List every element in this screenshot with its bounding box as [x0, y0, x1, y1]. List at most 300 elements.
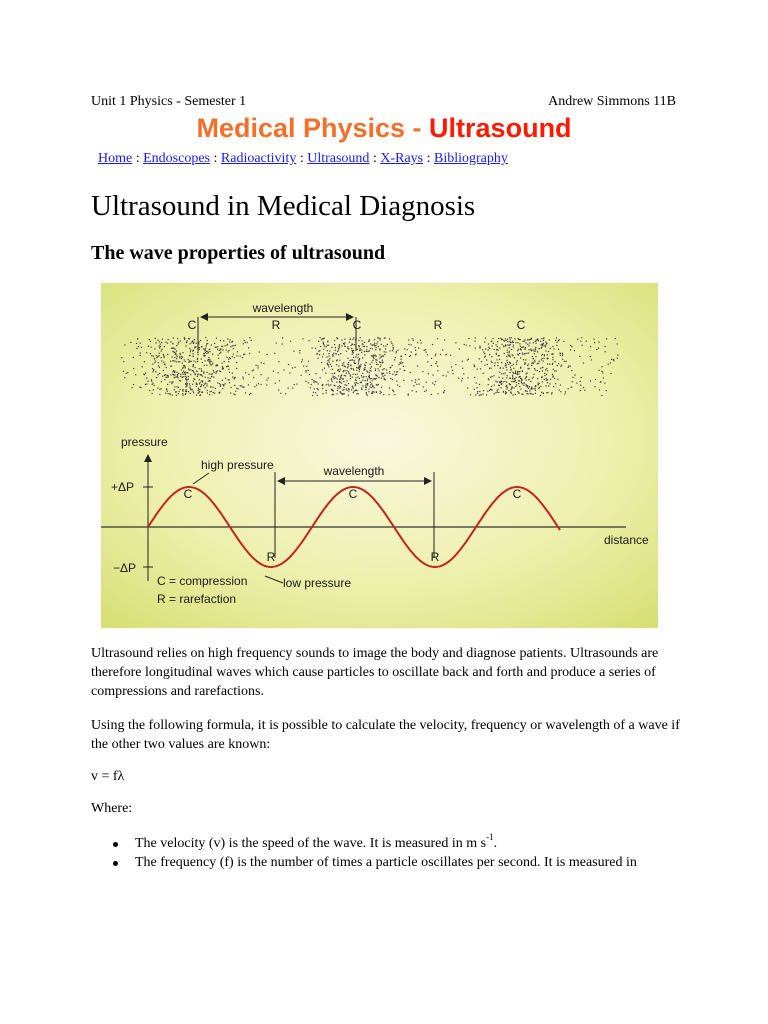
particle-dot [343, 370, 344, 371]
particle-dot [509, 341, 510, 342]
particle-dot [336, 382, 337, 383]
particle-dot [516, 384, 517, 385]
particle-dot [243, 387, 244, 388]
particle-dot [227, 338, 228, 339]
particle-dot [353, 388, 354, 389]
particle-dot [236, 362, 237, 363]
particle-dot [617, 343, 618, 344]
particle-dot [172, 381, 173, 382]
particle-dot [591, 359, 592, 360]
particle-dot [512, 354, 513, 355]
particle-dot [583, 387, 584, 388]
particle-dot [197, 376, 198, 377]
particle-dot [392, 350, 393, 351]
particle-dot [192, 370, 193, 371]
particle-dot [463, 373, 464, 374]
particle-dot [123, 371, 124, 372]
particle-dot [186, 389, 187, 390]
particle-dot [532, 378, 533, 379]
particle-dot [150, 341, 151, 342]
particle-dot [450, 355, 451, 356]
particle-dot [221, 363, 222, 364]
particle-dot [197, 351, 198, 352]
particle-dot [354, 363, 355, 364]
particle-dot [522, 347, 523, 348]
particle-dot [361, 382, 362, 383]
nav-link-home[interactable]: Home [98, 151, 133, 166]
particle-dot [510, 389, 511, 390]
particle-dot [213, 377, 214, 378]
particle-dot [518, 380, 519, 381]
particle-dot [520, 339, 521, 340]
particle-dot [156, 377, 157, 378]
particle-dot [469, 345, 470, 346]
particle-dot [133, 357, 134, 358]
particle-dot [335, 353, 336, 354]
particle-dot [282, 337, 283, 338]
particle-dot [153, 370, 154, 371]
particle-dot [574, 375, 575, 376]
site-title-accent: Ultrasound [429, 113, 572, 143]
particle-dot [355, 385, 356, 386]
particle-dot [163, 354, 164, 355]
particle-dot [605, 346, 606, 347]
particle-dot [354, 382, 355, 383]
particle-dot [416, 384, 417, 385]
particle-dot [223, 384, 224, 385]
particle-dot [477, 369, 478, 370]
particle-dot [362, 343, 363, 344]
particle-dot [392, 390, 393, 391]
low-pressure-label: low pressure [283, 576, 352, 590]
particle-dot [514, 378, 515, 379]
particle-dot [500, 382, 501, 383]
particle-dot [174, 377, 175, 378]
particle-dot [506, 382, 507, 383]
particle-dot [335, 347, 336, 348]
particle-dot [175, 349, 176, 350]
particle-dot [403, 366, 404, 367]
particle-dot [228, 369, 229, 370]
particle-dot [346, 385, 347, 386]
particle-dot [372, 392, 373, 393]
particle-dot [497, 341, 498, 342]
particle-dot [228, 366, 229, 367]
particle-dot [389, 350, 390, 351]
nav-link-endoscopes[interactable]: Endoscopes [143, 151, 210, 166]
particle-dot [366, 349, 367, 350]
particle-dot [308, 382, 309, 383]
particle-dot [535, 340, 536, 341]
particle-dot [138, 346, 139, 347]
particle-dot [517, 350, 518, 351]
particle-dot [415, 350, 416, 351]
particle-dot [413, 340, 414, 341]
particle-dot [396, 352, 397, 353]
particle-dot [523, 346, 524, 347]
particle-dot [278, 389, 279, 390]
particle-dot [247, 342, 248, 343]
particle-dot [371, 366, 372, 367]
particle-dot [437, 366, 438, 367]
particle-dot [362, 380, 363, 381]
particle-dot [186, 377, 187, 378]
particle-dot [219, 383, 220, 384]
particle-dot [487, 391, 488, 392]
particle-dot [152, 364, 153, 365]
particle-dot [364, 346, 365, 347]
particle-dot [427, 361, 428, 362]
particle-dot [342, 379, 343, 380]
particle-dot [527, 387, 528, 388]
particle-dot [207, 390, 208, 391]
particle-dot [380, 391, 381, 392]
particle-dot [232, 356, 233, 357]
particle-dot [543, 361, 544, 362]
particle-dot [196, 370, 197, 371]
particle-dot [348, 395, 349, 396]
minus-delta-p-label: −ΔP [113, 561, 137, 575]
particle-dot [480, 368, 481, 369]
particle-dot [426, 390, 427, 391]
particle-dot [332, 373, 333, 374]
particle-dot [186, 342, 187, 343]
particle-dot [142, 366, 143, 367]
particle-dot [336, 364, 337, 365]
particle-dot [161, 381, 162, 382]
particle-dot [232, 373, 233, 374]
particle-dot [360, 337, 361, 338]
particle-dot [327, 341, 328, 342]
particle-dot [523, 359, 524, 360]
particle-dot [405, 354, 406, 355]
nav-bar [98, 151, 508, 167]
particle-dot [545, 369, 546, 370]
particle-dot [498, 385, 499, 386]
particle-dot [157, 388, 158, 389]
particle-dot [528, 393, 529, 394]
particle-dot [141, 347, 142, 348]
particle-dot [498, 392, 499, 393]
particle-dot [522, 394, 523, 395]
particle-dot [182, 389, 183, 390]
particle-dot [192, 389, 193, 390]
particle-dot [602, 372, 603, 373]
particle-dot [193, 360, 194, 361]
particle-dot [501, 383, 502, 384]
particle-dot [340, 376, 341, 377]
particle-dot [408, 339, 409, 340]
particle-dot [213, 370, 214, 371]
particle-dot [347, 367, 348, 368]
particle-dot [205, 352, 206, 353]
particle-dot [518, 392, 519, 393]
particle-dot [166, 389, 167, 390]
particle-dot [195, 367, 196, 368]
particle-dot [230, 358, 231, 359]
particle-dot [345, 375, 346, 376]
particle-dot [222, 388, 223, 389]
particle-dot [334, 378, 335, 379]
particle-dot [422, 371, 423, 372]
particle-dot [347, 358, 348, 359]
particle-dot [590, 380, 591, 381]
particle-dot [315, 392, 316, 393]
particle-dot [197, 384, 198, 385]
particle-dot [151, 380, 152, 381]
particle-dot [552, 364, 553, 365]
particle-dot [381, 392, 382, 393]
particle-dot [352, 344, 353, 345]
particle-dot [184, 339, 185, 340]
particle-dot [352, 339, 353, 340]
particle-dot [278, 372, 279, 373]
particle-dot [123, 361, 124, 362]
particle-dot [560, 366, 561, 367]
particle-dot [213, 387, 214, 388]
particle-dot [176, 361, 177, 362]
particle-dot [532, 388, 533, 389]
particle-dot [292, 367, 293, 368]
particle-dot [190, 351, 191, 352]
particle-dot [202, 362, 203, 363]
particle-dot [222, 366, 223, 367]
particle-dot [426, 352, 427, 353]
particle-dot [353, 391, 354, 392]
particle-dot [290, 341, 291, 342]
particle-dot [328, 345, 329, 346]
particle-dot [550, 348, 551, 349]
particle-dot [242, 357, 243, 358]
particle-dot [203, 385, 204, 386]
particle-dot [427, 354, 428, 355]
particle-dot [316, 382, 317, 383]
particle-dot [216, 371, 217, 372]
particle-dot [580, 385, 581, 386]
particle-dot [334, 376, 335, 377]
particle-dot [197, 374, 198, 375]
particle-dot [556, 371, 557, 372]
particle-dot [189, 355, 190, 356]
particle-dot [373, 358, 374, 359]
particle-dot [196, 384, 197, 385]
particle-dot [155, 371, 156, 372]
particle-dot [613, 360, 614, 361]
particle-dot [146, 352, 147, 353]
particle-dot [355, 374, 356, 375]
particle-dot [346, 388, 347, 389]
particle-dot [503, 368, 504, 369]
particle-dot [268, 377, 269, 378]
particle-dot [516, 382, 517, 383]
particle-dot [435, 363, 436, 364]
particle-dot [274, 353, 275, 354]
particle-dot [383, 368, 384, 369]
particle-dot [350, 365, 351, 366]
particle-dot [572, 381, 573, 382]
particle-dot [395, 357, 396, 358]
legend-compression: C = compression [157, 574, 248, 588]
particle-dot [359, 378, 360, 379]
particle-dot [195, 361, 196, 362]
particle-dot [192, 384, 193, 385]
particle-dot [376, 347, 377, 348]
particle-dot [178, 342, 179, 343]
particle-dot [259, 351, 260, 352]
particle-dot [180, 376, 181, 377]
particle-dot [440, 354, 441, 355]
particle-dot [517, 374, 518, 375]
particle-dot [511, 393, 512, 394]
particle-dot [580, 341, 581, 342]
particle-dot [191, 361, 192, 362]
particle-dot [326, 356, 327, 357]
particle-dot [510, 372, 511, 373]
particle-dot [525, 390, 526, 391]
particle-dot [530, 388, 531, 389]
particle-dot [505, 363, 506, 364]
particle-dot [248, 347, 249, 348]
particle-dot [530, 393, 531, 394]
particle-dot [431, 394, 432, 395]
nav-link-bibliography[interactable]: Bibliography [434, 151, 508, 166]
particle-dot [535, 356, 536, 357]
particle-dot [491, 345, 492, 346]
particle-dot [489, 348, 490, 349]
particle-dot [547, 392, 548, 393]
particle-dot [219, 353, 220, 354]
nav-link-ultrasound[interactable]: Ultrasound [307, 151, 370, 166]
particle-dot [541, 347, 542, 348]
particle-dot [346, 373, 347, 374]
particle-dot [241, 385, 242, 386]
particle-dot [186, 386, 187, 387]
particle-dot [234, 357, 235, 358]
particle-dot [127, 372, 128, 373]
particle-dot [375, 349, 376, 350]
particle-dot [530, 339, 531, 340]
particle-dot [506, 388, 507, 389]
particle-dot [206, 365, 207, 366]
particle-dot [538, 384, 539, 385]
particle-dot [418, 347, 419, 348]
particle-dot [376, 356, 377, 357]
particle-dot [518, 383, 519, 384]
particle-dot [512, 375, 513, 376]
particle-dot [366, 371, 367, 372]
particle-dot [351, 389, 352, 390]
particle-dot [447, 372, 448, 373]
particle-dot [380, 338, 381, 339]
particle-dot [369, 377, 370, 378]
particle-dot [342, 365, 343, 366]
particle-dot [324, 346, 325, 347]
particle-dot [539, 387, 540, 388]
particle-dot [191, 342, 192, 343]
particle-dot [501, 373, 502, 374]
particle-dot [553, 375, 554, 376]
particle-dot [206, 353, 207, 354]
particle-dot [528, 339, 529, 340]
particle-dot [133, 384, 134, 385]
particle-dot [333, 390, 334, 391]
particle-dot [493, 375, 494, 376]
particle-dot [165, 393, 166, 394]
particle-dot [196, 386, 197, 387]
particle-dot [173, 337, 174, 338]
particle-dot [376, 364, 377, 365]
particle-dot [381, 344, 382, 345]
particle-dot [339, 385, 340, 386]
particle-dot [348, 364, 349, 365]
particle-dot [185, 367, 186, 368]
particle-dot [316, 354, 317, 355]
particle-dot [354, 360, 355, 361]
particle-dot [368, 376, 369, 377]
particle-dot [494, 393, 495, 394]
particle-dot [365, 389, 366, 390]
particle-dot [339, 371, 340, 372]
top-marker-c: C [187, 318, 197, 332]
particle-dot [186, 384, 187, 385]
particle-dot [178, 373, 179, 374]
particle-dot [398, 350, 399, 351]
particle-dot [156, 357, 157, 358]
particle-dot [508, 355, 509, 356]
intro-paragraph: Ultrasound relies on high frequency sounds to image the body and diagnose patients. Ultrasounds are therefore longitudinal waves which cause particles to oscillate back and forth and produce a series of compressions and rarefactions. [91, 646, 659, 699]
particle-dot [506, 360, 507, 361]
particle-dot [401, 361, 402, 362]
particle-dot [173, 374, 174, 375]
particle-dot [413, 385, 414, 386]
nav-link-radioactivity[interactable]: Radioactivity [220, 151, 297, 166]
particle-dot [306, 366, 307, 367]
particle-dot [185, 374, 186, 375]
particle-dot [188, 359, 189, 360]
particle-dot [380, 393, 381, 394]
particle-dot [150, 353, 151, 354]
particle-dot [541, 338, 542, 339]
particle-dot [249, 337, 250, 338]
nav-link-xrays[interactable]: X-Rays [380, 151, 424, 166]
particle-dot [533, 349, 534, 350]
particle-dot [528, 345, 529, 346]
particle-dot [327, 350, 328, 351]
particle-dot [354, 361, 355, 362]
particle-dot [208, 357, 209, 358]
particle-dot [279, 380, 280, 381]
particle-dot [570, 366, 571, 367]
particle-dot [534, 353, 535, 354]
particle-dot [382, 360, 383, 361]
particle-dot [328, 353, 329, 354]
particle-dot [540, 386, 541, 387]
particle-dot [168, 376, 169, 377]
particle-dot [347, 348, 348, 349]
particle-dot [543, 338, 544, 339]
particle-dot [312, 347, 313, 348]
particle-dot [378, 368, 379, 369]
particle-dot [161, 388, 162, 389]
particle-dot [180, 374, 181, 375]
particle-dot [522, 383, 523, 384]
particle-dot [228, 361, 229, 362]
particle-dot [331, 366, 332, 367]
particle-dot [541, 344, 542, 345]
particle-dot [211, 376, 212, 377]
particle-dot [256, 385, 257, 386]
particle-dot [531, 338, 532, 339]
